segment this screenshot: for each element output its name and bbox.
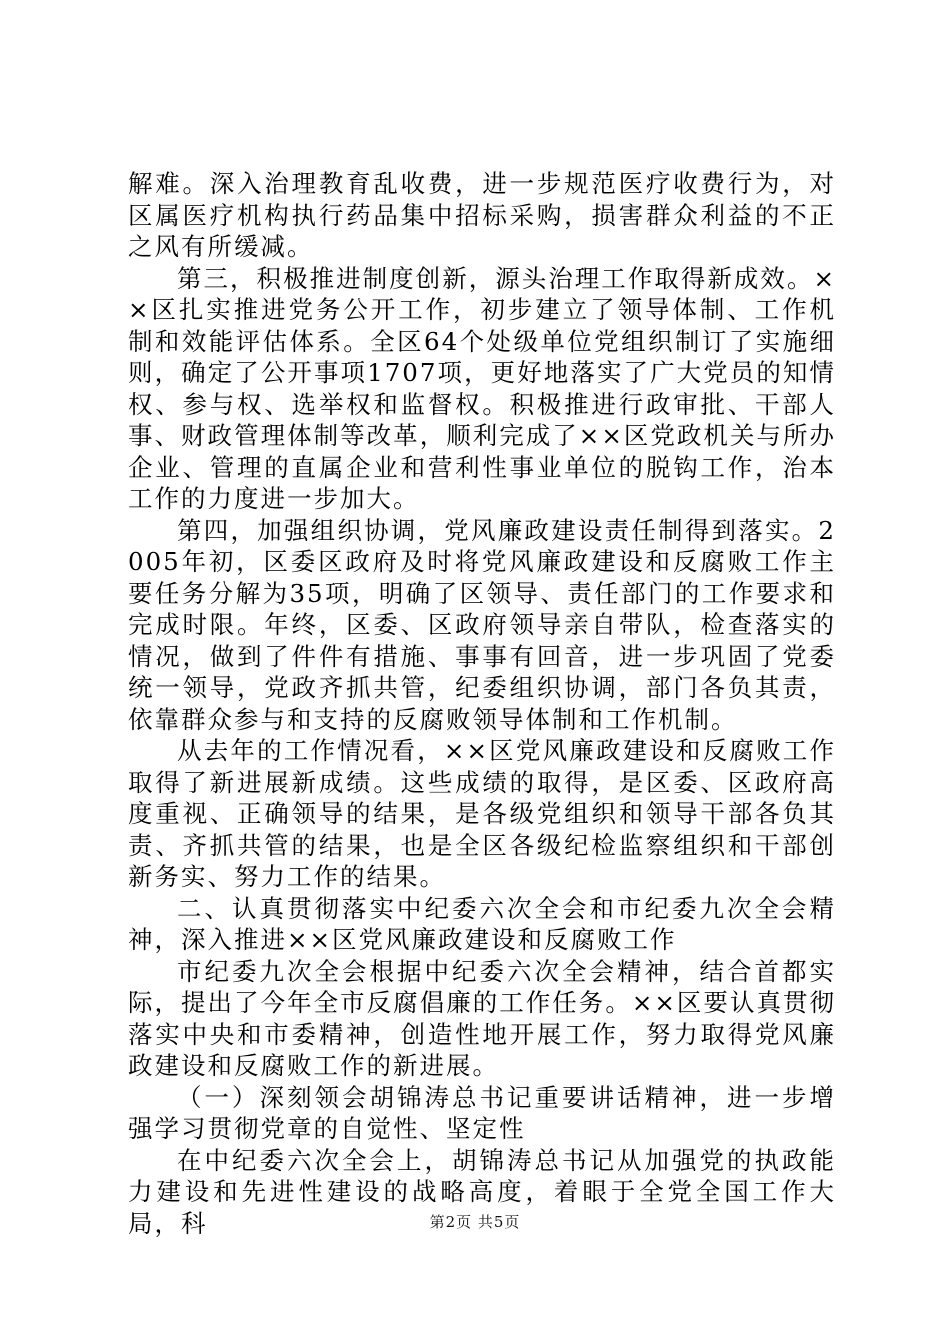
paragraph-fourth-point: 第四，加强组织协调，党风廉政建设责任制得到落实。2005年初，区委区政府及时将党风廉政建设和反腐败工作主要任务分解为35项，明确了区领导、责任部门的工作要求和完成时限。年终，区委、区政府领导亲自带队，检查落实的情况，做到了件件有措施、事事有回音，进一步巩固了党委统一领导，党政齐抓共管，纪委组织协调，部门各负其责，依靠群众参与和支持的反腐败领导体制和工作机制。 (128, 515, 836, 734)
page-number-footer: 第2页 共5页 (429, 1213, 521, 1231)
paragraph-continued: 解难。深入治理教育乱收费，进一步规范医疗收费行为，对区属医疗机构执行药品集中招标采购，损害群众利益的不正之风有所缓减。 (128, 169, 836, 261)
subsection-heading-one: （一）深刻领会胡锦涛总书记重要讲话精神，进一步增强学习贯彻党章的自觉性、坚定性 (128, 1082, 836, 1143)
paragraph-city-plenary: 市纪委九次全会根据中纪委六次全会精神，结合首都实际，提出了今年全市反腐倡廉的工作任务。××区要认真贯彻落实中央和市委精神，创造性地开展工作，努力取得党风廉政建设和反腐败工作的新进展。 (128, 956, 836, 1080)
section-heading-two: 二、认真贯彻落实中纪委六次全会和市纪委九次全会精神，深入推进××区党风廉政建设和反腐败工作 (128, 893, 836, 954)
document-body (128, 168, 836, 1239)
paragraph-hu-speech: 在中纪委六次全会上，胡锦涛总书记从加强党的执政能力建设和先进性建设的战略高度，着眼于全党全国工作大局，科 (128, 1145, 836, 1238)
paragraph-summary: 从去年的工作情况看，××区党风廉政建设和反腐败工作取得了新进展新成绩。这些成绩的取得，是区委、区政府高度重视、正确领导的结果，是各级党组织和领导干部各负其责、齐抓共管的结果，也是全区各级纪检监察组织和干部创新务实、努力工作的结果。 (128, 736, 836, 891)
paragraph-third-point: 第三，积极推进制度创新，源头治理工作取得新成效。××区扎实推进党务公开工作，初步建立了领导体制、工作机制和效能评估体系。全区64个处级单位党组织制订了实施细则，确定了公开事项1707项，更好地落实了广大党员的知情权、参与权、选举权和监督权。积极推进行政审批、干部人事、财政管理体制等改革，顺利完成了××区党政机关与所办企业、管理的直属企业和营利性事业单位的脱钩工作，治本工作的力度进一步加大。 (128, 263, 836, 513)
